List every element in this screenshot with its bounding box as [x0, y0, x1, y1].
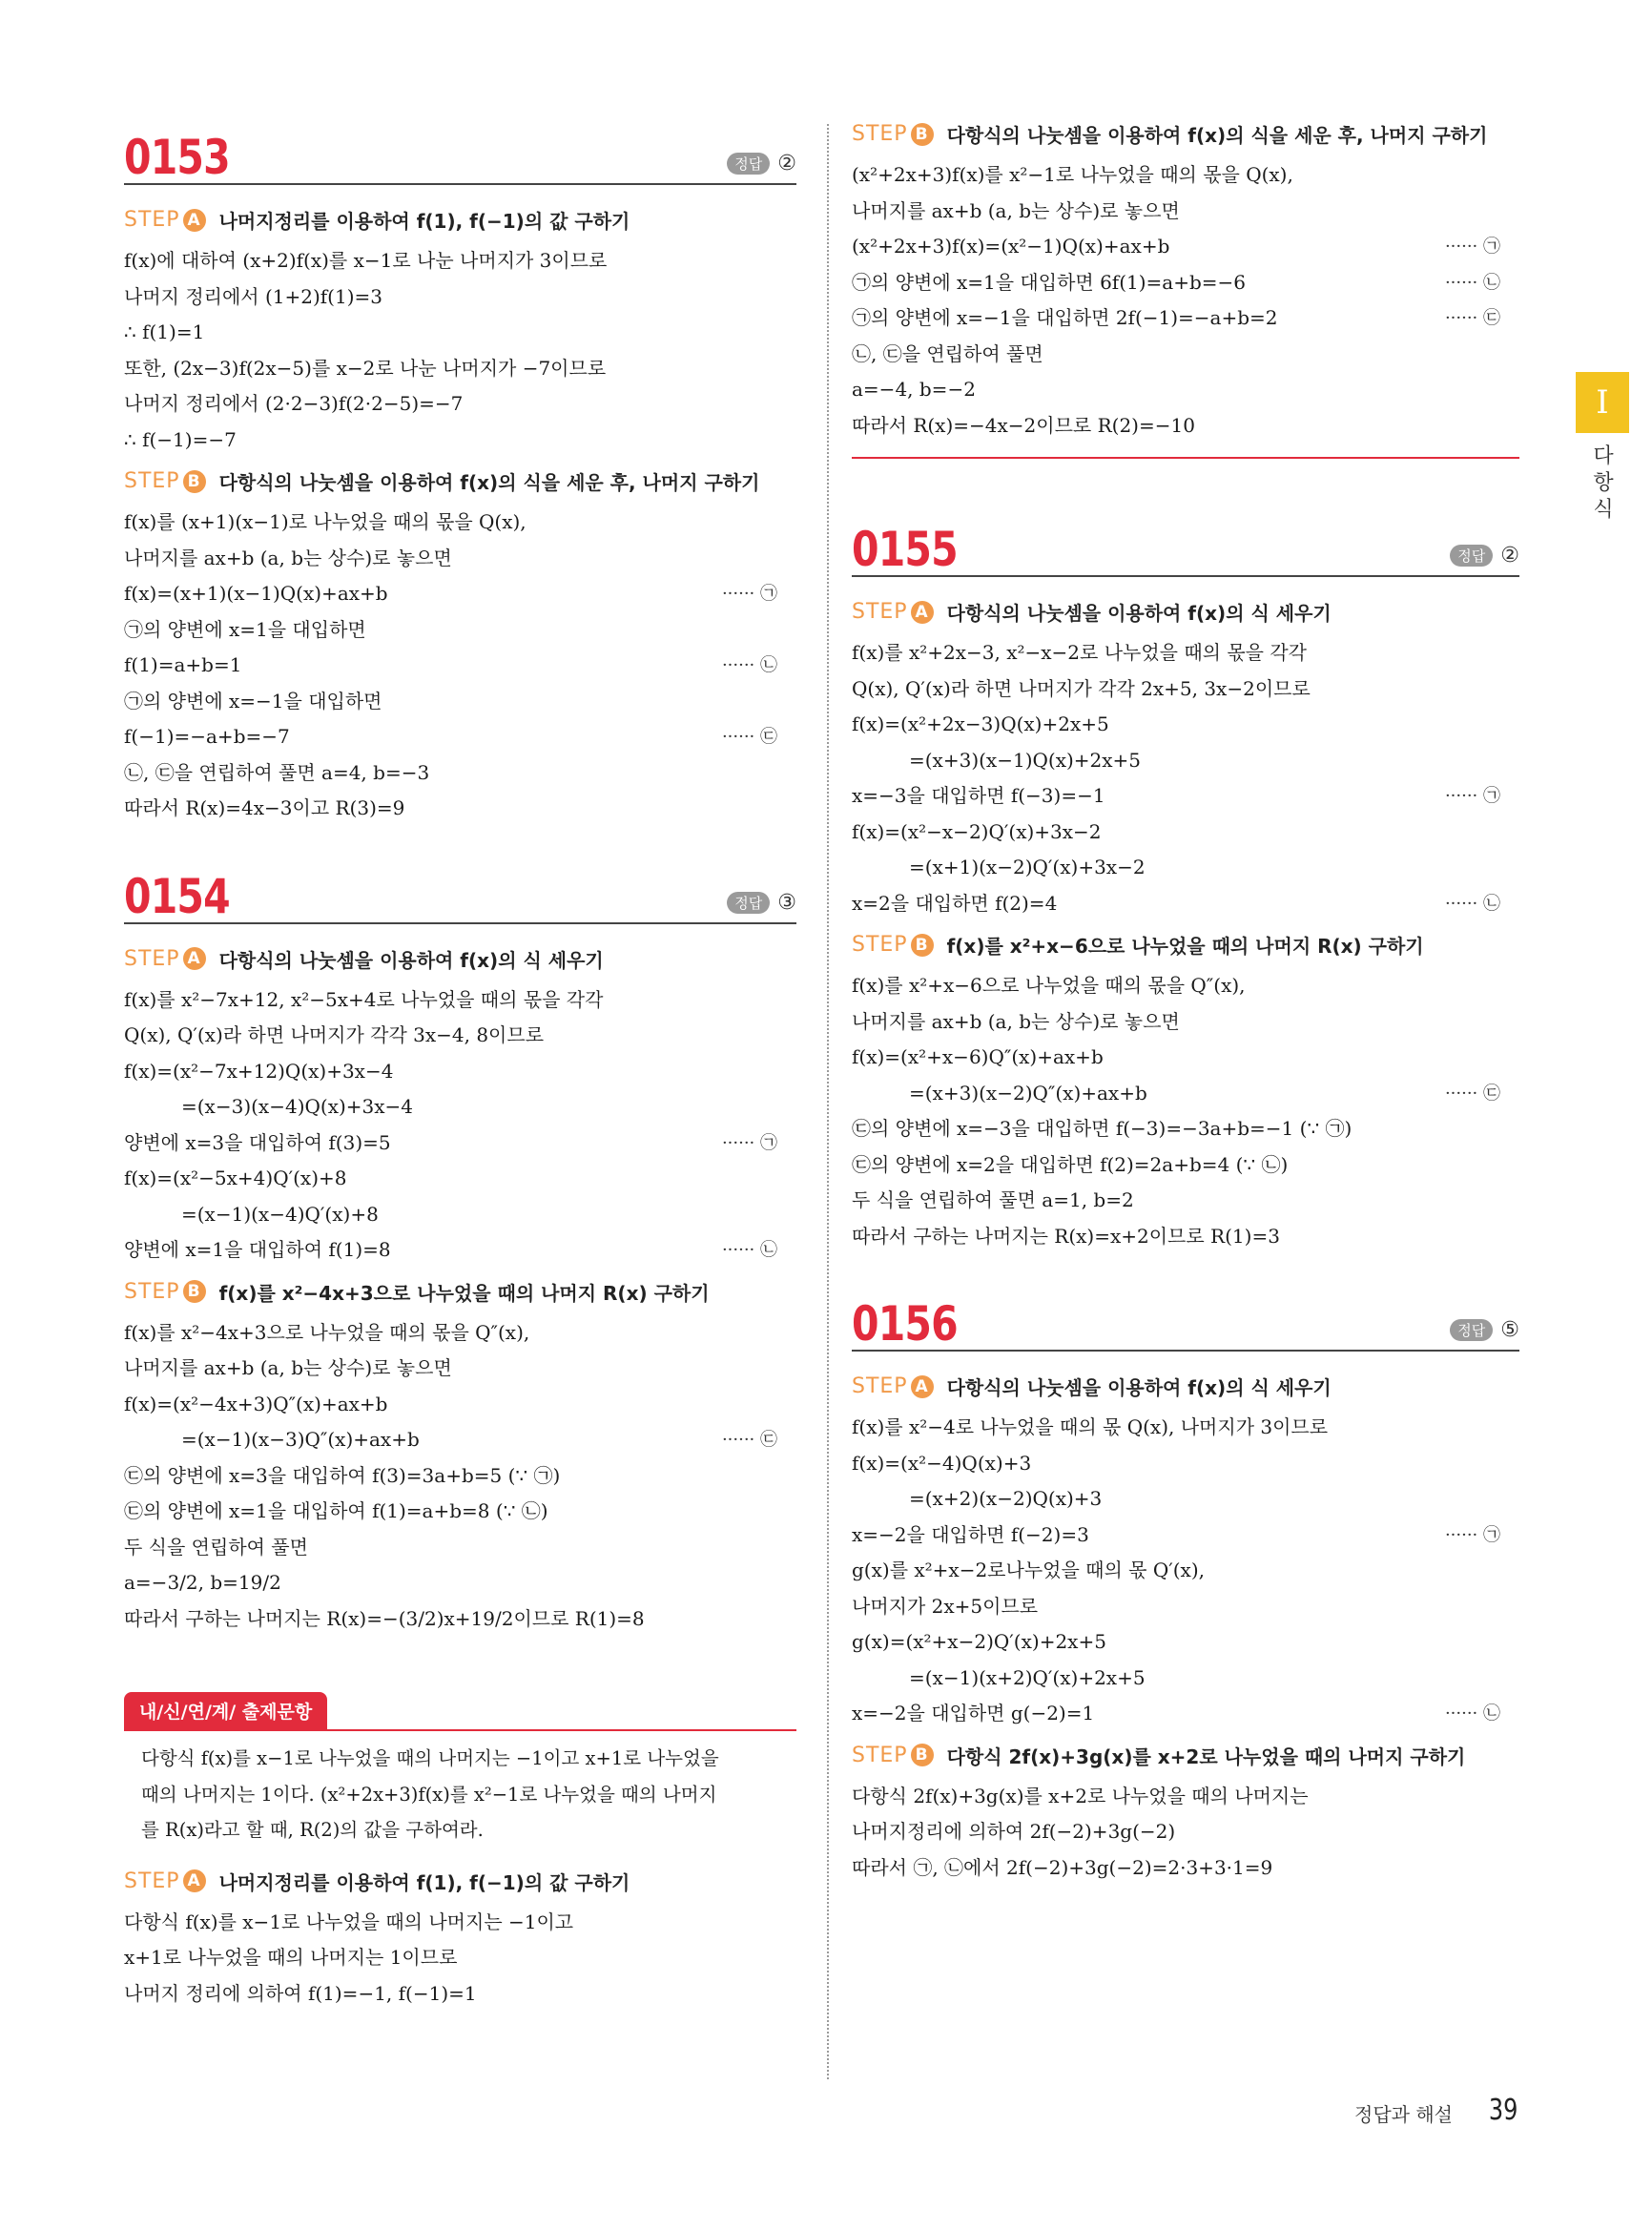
- solution-line-text: f(x)를 x²+2x−3, x²−x−2로 나누었을 때의 몫을 각각: [852, 641, 1307, 664]
- solution-line-text: =(x−1)(x−3)Q″(x)+ax+b: [181, 1428, 420, 1451]
- answer-badge: 정답: [1450, 1319, 1493, 1341]
- problem-number: 0156: [852, 1296, 958, 1352]
- solution-line-text: 다항식 2f(x)+3g(x)를 x+2로 나누었을 때의 나머지는: [852, 1784, 1309, 1807]
- step-letter-icon: B: [911, 1744, 934, 1766]
- answer-label: [1450, 1318, 1519, 1342]
- problem-0156: [852, 1291, 1519, 1886]
- solution-line: [124, 243, 796, 279]
- equation-marker: ······ ㉠: [1444, 1524, 1500, 1545]
- step-tag: STEP B: [124, 1280, 206, 1304]
- solution-line-text: 다항식 f(x)를 x−1로 나누었을 때의 나머지는 −1이고 x+1로 나누었을: [141, 1747, 719, 1769]
- solution-line: [124, 1601, 796, 1638]
- solution-line-text: =(x−1)(x+2)Q′(x)+2x+5: [909, 1665, 1146, 1689]
- solution-line-text: f(x)=(x²−4x+3)Q″(x)+ax+b: [124, 1392, 388, 1415]
- solution-line: [852, 1624, 1519, 1661]
- linked-exam-tab: 내/신/연/계/ 출제문항: [124, 1692, 327, 1729]
- solution-line: [124, 423, 796, 459]
- problem-continuation: [852, 120, 1519, 459]
- problem-number: 0155: [852, 522, 958, 577]
- solution-line: [852, 1111, 1519, 1147]
- step-tag: STEP A: [124, 947, 206, 971]
- step-title: 다항식의 나눗셈을 이용하여 f(x)의 식을 세운 후, 나머지 구하기: [946, 124, 1488, 147]
- solution-line: [852, 194, 1519, 230]
- solution-line-text: f(1)=a+b=1: [124, 653, 242, 676]
- solution-line: [852, 300, 1519, 337]
- solution-line: [124, 1905, 796, 1941]
- step-tag: STEP A: [124, 208, 206, 232]
- solution-line-text: 따라서 구하는 나머지는 R(x)=−(3/2)x+19/2이므로 R(1)=8: [124, 1606, 645, 1630]
- solution-line-text: x=2을 대입하면 f(2)=4: [852, 891, 1058, 915]
- page-footer: [1354, 2094, 1521, 2127]
- solution-line-text: 나머지정리에 의하여 2f(−2)+3g(−2): [852, 1820, 1176, 1843]
- solution-line: [852, 1814, 1519, 1850]
- solution-line: [852, 337, 1519, 373]
- step-b-body: [852, 968, 1519, 1254]
- solution-line-text: g(x)=(x²+x−2)Q′(x)+2x+5: [852, 1630, 1106, 1653]
- solution-line-text: (x²+2x+3)f(x)를 x²−1로 나누었을 때의 몫을 Q(x),: [852, 163, 1293, 186]
- solution-line: [852, 1040, 1519, 1076]
- solution-line: [852, 743, 1519, 779]
- solution-line: [124, 315, 796, 351]
- solution-line: [124, 791, 796, 827]
- right-column: [852, 120, 1519, 1893]
- solution-line-text: 나머지를 ax+b (a, b는 상수)로 놓으면: [124, 1356, 452, 1379]
- solution-line-text: =(x−3)(x−4)Q(x)+3x−4: [181, 1095, 414, 1118]
- solution-line-text: 또한, (2x−3)f(2x−5)를 x−2로 나눈 나머지가 −7이므로: [124, 356, 607, 380]
- step-tag: STEP B: [852, 122, 934, 146]
- solution-line: [852, 1518, 1519, 1554]
- solution-line-text: ㉠의 양변에 x=−1을 대입하면 2f(−1)=−a+b=2: [852, 306, 1278, 329]
- solution-line: [852, 408, 1519, 444]
- problem-0153: [124, 124, 796, 827]
- step-tag: STEP B: [852, 933, 934, 957]
- step-title: 나머지정리를 이용하여 f(1), f(−1)의 값 구하기: [218, 210, 630, 233]
- solution-line-text: f(x)에 대하여 (x+2)f(x)를 x−1로 나눈 나머지가 3이므로: [124, 249, 608, 272]
- solution-line-text: 나머지를 ax+b (a, b는 상수)로 놓으면: [852, 1009, 1180, 1033]
- equation-marker: ······ ㉡: [721, 655, 777, 675]
- solution-line: [852, 815, 1519, 851]
- solution-line-text: 나머지를 ax+b (a, b는 상수)로 놓으면: [852, 198, 1180, 222]
- step-b-header: [124, 1278, 796, 1306]
- step-a-body: [124, 1905, 796, 2013]
- solution-line: [124, 1125, 796, 1162]
- equation-marker: ······ ㉢: [721, 727, 777, 747]
- equation-marker: ······ ㉠: [1444, 237, 1500, 257]
- linked-exam-question-text: [124, 1731, 796, 1854]
- step-tag: STEP A: [124, 1869, 206, 1893]
- solution-line-text: 두 식을 연립하여 풀면 a=1, b=2: [852, 1188, 1134, 1211]
- solution-line: [124, 1494, 796, 1530]
- solution-line-text: f(−1)=−a+b=−7: [124, 725, 290, 748]
- equation-marker: ······ ㉡: [1444, 272, 1500, 293]
- solution-line: [141, 1741, 779, 1777]
- step-a-body: [852, 635, 1519, 921]
- step-letter-icon: A: [183, 1869, 206, 1892]
- chapter-tab: I: [1576, 372, 1629, 433]
- solution-line-text: 양변에 x=3을 대입하여 f(3)=5: [124, 1130, 391, 1154]
- solution-line-text: 따라서 ㉠, ㉡에서 2f(−2)+3g(−2)=2·3+3·1=9: [852, 1855, 1273, 1879]
- solution-line: [124, 1351, 796, 1387]
- chapter-label-char: 식: [1593, 498, 1614, 522]
- solution-line: [124, 1232, 796, 1269]
- problem-header: [124, 863, 796, 924]
- column-divider: [827, 124, 829, 2079]
- solution-line-text: 따라서 R(x)=−4x−2이므로 R(2)=−10: [852, 413, 1195, 437]
- solution-line-text: =(x+1)(x−2)Q′(x)+3x−2: [909, 856, 1146, 878]
- solution-line-text: 두 식을 연립하여 풀면: [124, 1535, 308, 1559]
- solution-line: [124, 351, 796, 387]
- solution-line: [852, 1076, 1519, 1112]
- solution-line: [124, 684, 796, 720]
- step-a-body: [852, 1410, 1519, 1732]
- solution-line: [852, 1446, 1519, 1482]
- solution-line-text: ㉠의 양변에 x=−1을 대입하면: [124, 689, 382, 712]
- equation-marker: ······ ㉠: [721, 1132, 777, 1153]
- step-letter-icon: A: [911, 1375, 934, 1398]
- step-letter-icon: B: [183, 470, 206, 493]
- solution-line-text: ㉢의 양변에 x=2을 대입하면 f(2)=2a+b=4 (∵ ㉡): [852, 1152, 1289, 1176]
- solution-line-text: f(x)=(x²−5x+4)Q′(x)+8: [124, 1167, 347, 1189]
- solution-line: [124, 1387, 796, 1423]
- step-a-header: [852, 598, 1519, 626]
- solution-line: [852, 778, 1519, 815]
- solution-line: [852, 265, 1519, 301]
- step-a-body: [124, 243, 796, 458]
- solution-line: [852, 1696, 1519, 1732]
- answer-label: [727, 891, 796, 915]
- solution-line: [124, 719, 796, 755]
- solution-line: [852, 1183, 1519, 1219]
- step-a-header: [124, 206, 796, 234]
- solution-line-text: x+1로 나누었을 때의 나머지는 1이므로: [124, 1946, 458, 1969]
- solution-line: [852, 671, 1519, 708]
- solution-line: [124, 576, 796, 612]
- step-tag: STEP A: [852, 1374, 934, 1398]
- answer-value: ⑤: [1500, 1318, 1519, 1342]
- solution-line: [852, 1850, 1519, 1887]
- solution-line: [852, 886, 1519, 922]
- solution-line-text: f(x)를 x²+x−6으로 나누었을 때의 몫을 Q″(x),: [852, 974, 1246, 997]
- equation-marker: ······ ㉡: [1444, 1703, 1500, 1724]
- solution-line-text: f(x)를 x²−4x+3으로 나누었을 때의 몫을 Q″(x),: [124, 1320, 530, 1344]
- step-b-body: [124, 505, 796, 827]
- solution-line: [852, 635, 1519, 671]
- solution-line-text: =(x+3)(x−1)Q(x)+2x+5: [909, 748, 1142, 772]
- step-a-header: [124, 945, 796, 973]
- left-column: [124, 124, 796, 2012]
- solution-line-text: 다항식 f(x)를 x−1로 나누었을 때의 나머지는 −1이고: [124, 1910, 574, 1933]
- step-b-header: [124, 467, 796, 495]
- solution-line-text: f(x)=(x²−7x+12)Q(x)+3x−4: [124, 1059, 394, 1083]
- step-b-header: [852, 931, 1519, 959]
- solution-line-text: f(x)를 x²−7x+12, x²−5x+4로 나누었을 때의 몫을 각각: [124, 987, 604, 1011]
- solution-line: [852, 1219, 1519, 1255]
- step-title: 다항식의 나눗셈을 이용하여 f(x)의 식 세우기: [946, 1376, 1332, 1399]
- solution-line-text: 나머지 정리에서 (1+2)f(1)=3: [124, 284, 382, 308]
- footer-label: 정답과 해설: [1354, 2103, 1453, 2126]
- equation-marker: ······ ㉢: [1444, 1083, 1500, 1104]
- solution-line-text: =(x−1)(x−4)Q′(x)+8: [181, 1202, 379, 1226]
- solution-line: [852, 1589, 1519, 1625]
- solution-line-text: ㉡, ㉢을 연립하여 풀면: [852, 341, 1043, 365]
- solution-line: [141, 1812, 779, 1848]
- answer-badge: 정답: [727, 892, 770, 914]
- step-title: 다항식의 나눗셈을 이용하여 f(x)의 식 세우기: [946, 602, 1332, 625]
- solution-line: [124, 505, 796, 541]
- step-title: 나머지정리를 이용하여 f(1), f(−1)의 값 구하기: [218, 1870, 630, 1894]
- solution-line: [852, 707, 1519, 743]
- solution-line: [124, 279, 796, 316]
- solution-line-text: Q(x), Q′(x)라 하면 나머지가 각각 2x+5, 3x−2이므로: [852, 676, 1311, 700]
- solution-line-text: f(x)=(x²+2x−3)Q(x)+2x+5: [852, 712, 1109, 735]
- answer-label: [1450, 544, 1519, 568]
- answer-value: ②: [777, 152, 796, 176]
- step-b-header: [852, 120, 1519, 148]
- step-letter-icon: B: [911, 934, 934, 957]
- step-title: f(x)를 x²−4x+3으로 나누었을 때의 나머지 R(x) 구하기: [218, 1281, 710, 1305]
- solution-line-text: a=−4, b=−2: [852, 378, 976, 401]
- step-letter-icon: A: [911, 601, 934, 624]
- solution-line-text: (x²+2x+3)f(x)=(x²−1)Q(x)+ax+b: [852, 235, 1170, 258]
- solution-line-text: ∴ f(−1)=−7: [124, 427, 237, 451]
- step-title: 다항식의 나눗셈을 이용하여 f(x)의 식을 세운 후, 나머지 구하기: [218, 471, 760, 494]
- solution-line-text: 때의 나머지는 1이다. (x²+2x+3)f(x)를 x²−1로 나누었을 때의 나머지: [141, 1783, 717, 1806]
- solution-line: [124, 982, 796, 1019]
- solution-line: [852, 850, 1519, 886]
- step-letter-icon: A: [183, 209, 206, 232]
- step-title: 다항식의 나눗셈을 이용하여 f(x)의 식 세우기: [218, 948, 604, 972]
- linked-exam-bar: [124, 1692, 796, 1731]
- solution-line-text: ∴ f(1)=1: [124, 320, 205, 343]
- solution-line: [852, 968, 1519, 1004]
- solution-line: [852, 1147, 1519, 1184]
- answer-badge: 정답: [1450, 545, 1493, 567]
- page-number: 39: [1488, 2094, 1518, 2127]
- solution-line: [852, 372, 1519, 408]
- problem-header: [852, 516, 1519, 577]
- solution-line: [852, 1553, 1519, 1589]
- solution-line: [124, 1054, 796, 1090]
- answer-badge: 정답: [727, 153, 770, 175]
- solution-line: [124, 1197, 796, 1233]
- solution-line: [124, 1422, 796, 1458]
- chapter-label: [1589, 444, 1618, 524]
- solution-line-text: g(x)를 x²+x−2로나누었을 때의 몫 Q′(x),: [852, 1559, 1205, 1581]
- solution-line-text: x=−2을 대입하면 f(−2)=3: [852, 1522, 1089, 1546]
- solution-line-text: 나머지를 ax+b (a, b는 상수)로 놓으면: [124, 546, 452, 569]
- step-b-body: [852, 157, 1519, 444]
- equation-marker: ······ ㉡: [721, 1240, 777, 1260]
- solution-line-text: x=−3을 대입하면 f(−3)=−1: [852, 784, 1105, 807]
- solution-line: [124, 1018, 796, 1054]
- solution-line-text: 를 R(x)라고 할 때, R(2)의 값을 구하여라.: [141, 1819, 484, 1841]
- solution-line-text: 나머지 정리에 의하여 f(1)=−1, f(−1)=1: [124, 1981, 477, 2005]
- solution-line: [124, 1530, 796, 1566]
- solution-line: [852, 1661, 1519, 1697]
- equation-marker: ······ ㉠: [1444, 786, 1500, 806]
- solution-line: [124, 1315, 796, 1352]
- step-title: f(x)를 x²+x−6으로 나누었을 때의 나머지 R(x) 구하기: [946, 935, 1424, 958]
- solution-line: [124, 1458, 796, 1495]
- solution-line: [124, 386, 796, 423]
- step-letter-icon: A: [183, 947, 206, 970]
- answer-value: ③: [777, 890, 796, 915]
- solution-line: [124, 1089, 796, 1125]
- solution-line-text: ㉢의 양변에 x=3을 대입하여 f(3)=3a+b=5 (∵ ㉠): [124, 1463, 561, 1487]
- solution-line-text: f(x)=(x²−4)Q(x)+3: [852, 1451, 1032, 1475]
- solution-line: [124, 612, 796, 649]
- solution-line-text: ㉠의 양변에 x=1을 대입하면: [124, 617, 366, 641]
- equation-marker: ······ ㉡: [1444, 893, 1500, 914]
- solution-line: [124, 1976, 796, 2013]
- solution-line: [852, 1004, 1519, 1041]
- solution-line: [852, 157, 1519, 194]
- step-tag: STEP A: [852, 600, 934, 624]
- solution-line-text: f(x)=(x²+x−6)Q″(x)+ax+b: [852, 1045, 1104, 1068]
- problem-0155: [852, 516, 1519, 1254]
- solution-line-text: 나머지 정리에서 (2·2−3)f(2·2−5)=−7: [124, 392, 464, 415]
- solution-line-text: ㉠의 양변에 x=1을 대입하면 6f(1)=a+b=−6: [852, 270, 1247, 294]
- solution-line-text: 따라서 R(x)=4x−3이고 R(3)=9: [124, 796, 405, 819]
- equation-marker: ······ ㉢: [1444, 308, 1500, 328]
- solution-line: [852, 1481, 1519, 1518]
- chapter-label-char: 항: [1593, 471, 1614, 495]
- solution-line-text: =(x+2)(x−2)Q(x)+3: [909, 1487, 1103, 1510]
- solution-line-text: f(x)를 x²−4로 나누었을 때의 몫 Q(x), 나머지가 3이므로: [852, 1415, 1329, 1438]
- solution-line: [852, 1410, 1519, 1446]
- step-tag: STEP B: [852, 1744, 934, 1767]
- solution-line: [852, 1779, 1519, 1815]
- step-letter-icon: B: [183, 1280, 206, 1303]
- solution-line-text: f(x)=(x+1)(x−1)Q(x)+ax+b: [124, 582, 388, 605]
- step-b-body: [124, 1315, 796, 1638]
- step-a-header: [124, 1868, 796, 1895]
- solution-line-text: ㉢의 양변에 x=1을 대입하여 f(1)=a+b=8 (∵ ㉡): [124, 1499, 548, 1522]
- solution-line: [124, 755, 796, 792]
- step-a-header: [852, 1373, 1519, 1400]
- solution-line: [124, 1565, 796, 1601]
- solution-line-text: 나머지가 2x+5이므로: [852, 1594, 1039, 1618]
- answer-label: [727, 152, 796, 176]
- problem-0154: [124, 863, 796, 1638]
- problem-number: 0153: [124, 130, 230, 185]
- step-b-header: [852, 1742, 1519, 1769]
- solution-line-text: ㉢의 양변에 x=−3을 대입하면 f(−3)=−3a+b=−1 (∵ ㉠): [852, 1117, 1353, 1140]
- solution-line: [124, 1161, 796, 1197]
- step-tag: STEP B: [124, 469, 206, 493]
- linked-exam-question: [124, 1692, 796, 2012]
- solution-line-text: Q(x), Q′(x)라 하면 나머지가 각각 3x−4, 8이므로: [124, 1023, 545, 1046]
- solution-line-text: ㉡, ㉢을 연립하여 풀면 a=4, b=−3: [124, 760, 430, 784]
- solution-line-text: =(x+3)(x−2)Q″(x)+ax+b: [909, 1081, 1147, 1105]
- section-separator: [852, 457, 1519, 459]
- solution-line-text: a=−3/2, b=19/2: [124, 1571, 281, 1594]
- step-a-body: [124, 982, 796, 1269]
- answer-value: ②: [1500, 544, 1519, 568]
- problem-header: [852, 1291, 1519, 1352]
- problem-number: 0154: [124, 868, 230, 924]
- chapter-label-char: 다: [1593, 444, 1614, 468]
- step-title: 다항식 2f(x)+3g(x)를 x+2로 나누었을 때의 나머지 구하기: [946, 1745, 1466, 1768]
- step-b-body: [852, 1779, 1519, 1887]
- step-letter-icon: B: [911, 123, 934, 146]
- solution-line-text: 양변에 x=1을 대입하여 f(1)=8: [124, 1238, 391, 1261]
- solution-line-text: x=−2을 대입하면 g(−2)=1: [852, 1702, 1095, 1724]
- solution-line: [852, 229, 1519, 265]
- equation-marker: ······ ㉠: [721, 584, 777, 604]
- solution-line: [141, 1777, 779, 1813]
- solution-line: [124, 1940, 796, 1976]
- solution-line: [124, 541, 796, 577]
- solution-line: [124, 648, 796, 684]
- problem-header: [124, 124, 796, 185]
- solution-line-text: 따라서 구하는 나머지는 R(x)=x+2이므로 R(1)=3: [852, 1224, 1280, 1248]
- solution-line-text: f(x)=(x²−x−2)Q′(x)+3x−2: [852, 819, 1102, 843]
- equation-marker: ······ ㉢: [721, 1430, 777, 1450]
- solution-line-text: f(x)를 (x+1)(x−1)로 나누었을 때의 몫을 Q(x),: [124, 510, 527, 533]
